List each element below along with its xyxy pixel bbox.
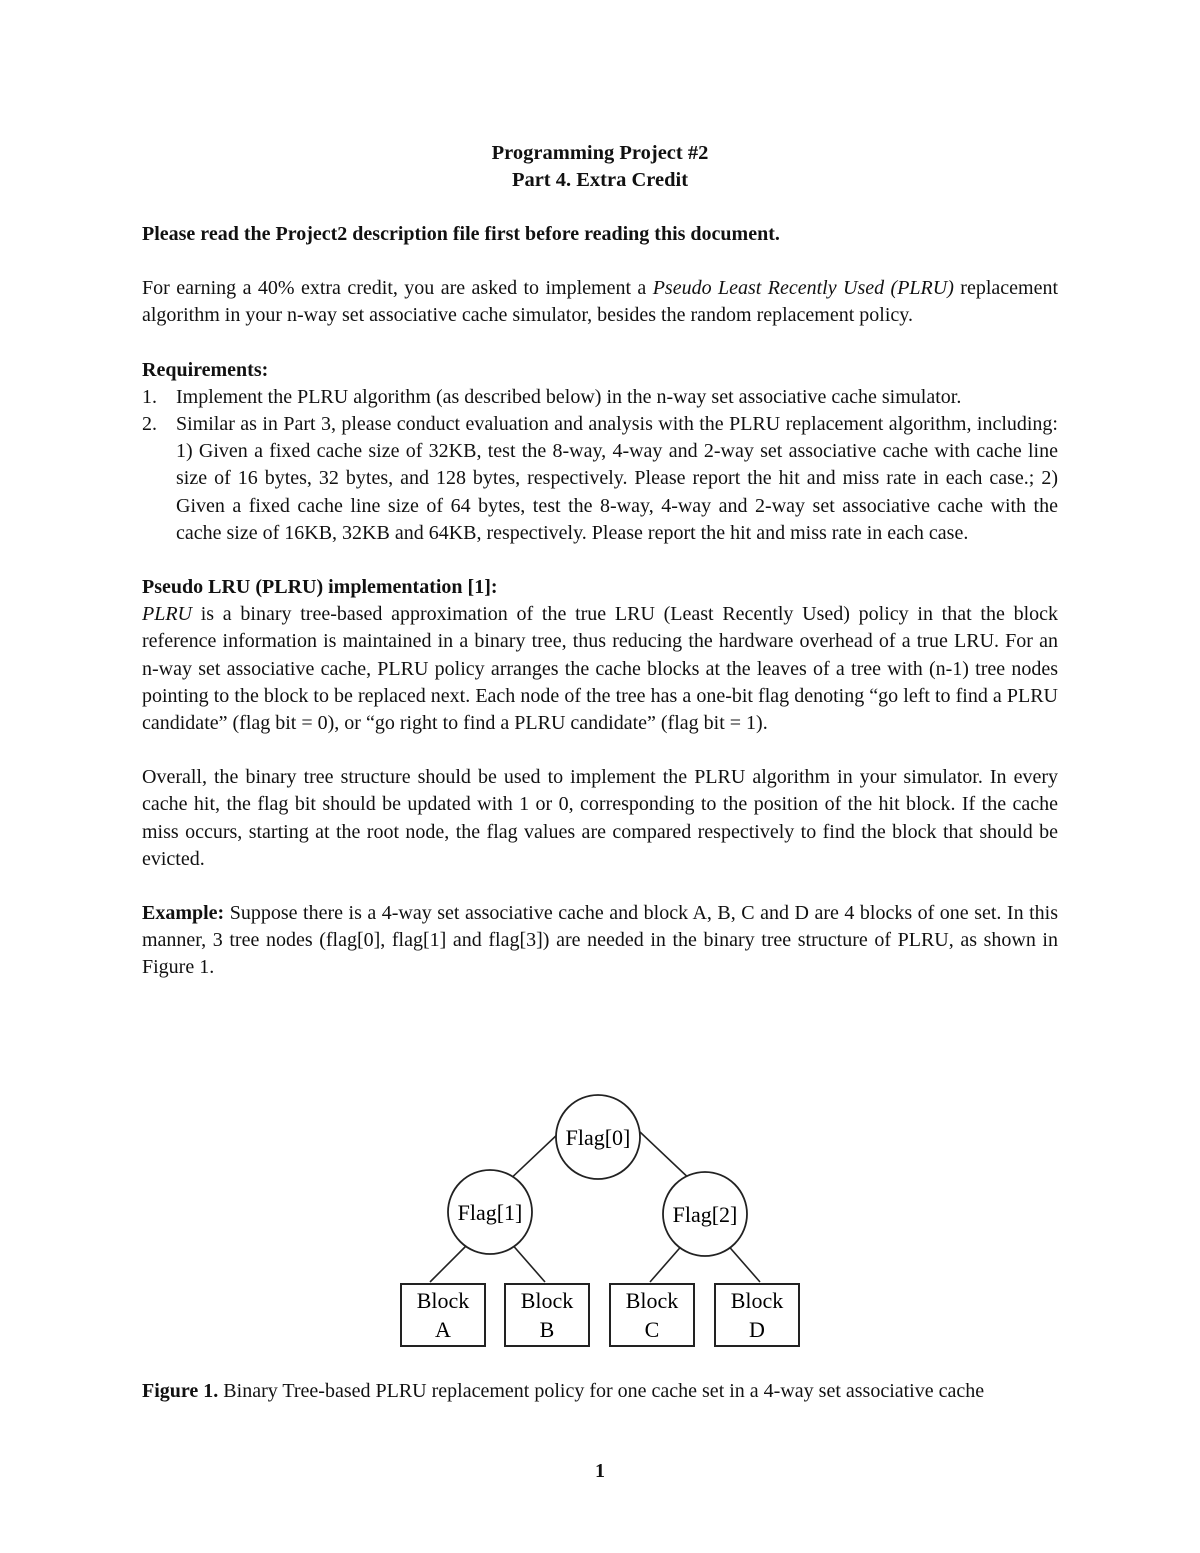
page-subtitle: Part 4. Extra Credit (511, 169, 689, 191)
block-label: Block (730, 1288, 784, 1313)
list-item (142, 384, 1058, 411)
page-title: Programming Project #2 (491, 142, 709, 164)
list-item (142, 411, 1058, 547)
tree-node-label: Flag[0] (565, 1125, 631, 1150)
requirements-list (142, 384, 1058, 547)
block-label: A (435, 1317, 451, 1342)
block-label: Block (416, 1288, 470, 1313)
plru-heading: Pseudo LRU (PLRU) implementation [1]: (142, 576, 498, 599)
list-item-text: Implement the PLRU algorithm (as described below) in the n-way set associative cache simulator. (176, 385, 962, 408)
plru-emphasis: PLRU (142, 603, 192, 626)
plru-tree-diagram (395, 1092, 805, 1352)
intro-text-start: For earning a 40% extra credit, you are asked to implement a (142, 277, 653, 300)
block-label: B (539, 1317, 555, 1342)
plru-text: is a binary tree-based approximation of the true LRU (Least Recently Used) policy in that the block reference information is maintained in a binary tree, thus reducing the hardware overhead of a true LRU. For an n-way set associative cache, PLRU policy arranges the cache blocks at the leaves of a tree with (n-1) tree nodes pointing to the block to be replaced next. Each node of the tree has a one-bit flag denoting “go left to find a PLRU candidate” (flag bit = 0), or “go right to find a PLRU candidate” (flag bit = 1). (142, 603, 1058, 735)
edge-left-a (430, 1242, 470, 1282)
edge-left-b (510, 1242, 545, 1282)
intro-text-end: replacement algorithm in your n-way set associative cache simulator, besides the random replacement policy. (142, 277, 1059, 327)
block-label: D (749, 1317, 765, 1342)
block-label: Block (520, 1288, 574, 1313)
example-paragraph (142, 900, 1058, 982)
tree-node-label: Flag[1] (457, 1200, 523, 1225)
example-text: Suppose there is a 4-way set associative cache and block A, B, C and D are 4 blocks of one set. In this manner, 3 tree nodes (flag[0], flag[1] and flag[3]) are needed in the binary tree structure of PLRU, as shown in Figure 1. (142, 902, 1058, 979)
requirements-heading: Requirements: (142, 358, 269, 381)
block-label: C (644, 1317, 660, 1342)
example-label: Example: (142, 902, 225, 925)
caption-label: Figure 1. (142, 1380, 219, 1402)
list-item-text: Similar as in Part 3, please conduct evaluation and analysis with the PLRU replacement algorithm, including: 1) Given a fixed cache size of 32KB, test the 8-way, 4-way and 2-way set associative cache with cache line size of 16 bytes, 32 bytes, and 128 bytes, respectively. Please report the hit and miss rate in each case.; 2) Given a fixed cache line size of 64 bytes, test the 8-way, 4-way and 2-way set associative cache with the cache size of 16KB, 32KB and 64KB, respectively. Please report the hit and miss rate in each case. (176, 413, 1058, 544)
block-label: Block (625, 1288, 679, 1313)
notice-text: Please read the Project2 description file first before reading this document. (142, 223, 780, 245)
caption-text: Binary Tree-based PLRU replacement policy for one cache set in a 4-way set associative cache (218, 1380, 985, 1402)
intro-emphasis: Pseudo Least Recently Used (PLRU) (652, 277, 954, 300)
list-item-number: 1. (142, 385, 157, 408)
page-number: 1 (595, 1460, 605, 1482)
tree-svg (395, 1092, 805, 1352)
intro-paragraph (142, 275, 1058, 329)
list-item-number: 2. (142, 413, 157, 436)
overall-paragraph: Overall, the binary tree structure should be used to implement the PLRU algorithm in your simulator. In every cache hit, the flag bit should be updated with 1 or 0, corresponding to the position of the hit block. If the cache miss occurs, starting at the root node, the flag values are compared respectively to find the block that should be evicted. (142, 766, 1058, 870)
document-page (142, 140, 1058, 982)
tree-node-label: Flag[2] (672, 1202, 738, 1227)
plru-paragraph (142, 601, 1058, 737)
figure-caption (142, 1378, 1058, 1405)
